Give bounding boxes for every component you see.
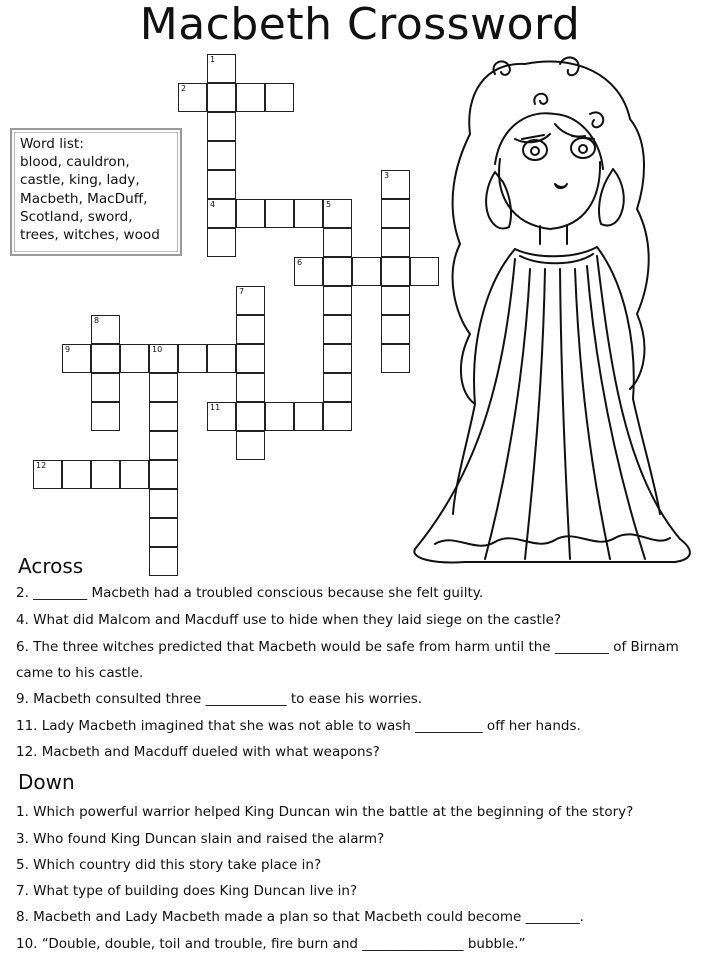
word-list-heading: Word list: — [20, 136, 84, 152]
crossword-cell[interactable] — [178, 344, 207, 373]
down-clue-8: 8. Macbeth and Lady Macbeth made a plan so that Macbeth could become ________. — [16, 909, 584, 925]
word-list-line: trees, witches, wood — [20, 227, 160, 244]
crossword-cell[interactable] — [323, 315, 352, 344]
crossword-cell[interactable] — [236, 431, 265, 460]
crossword-cell[interactable] — [149, 431, 178, 460]
crossword-cell[interactable] — [120, 460, 149, 489]
clue-number: 10 — [152, 345, 163, 354]
crossword-cell[interactable] — [207, 83, 236, 112]
crossword-cell[interactable] — [265, 83, 294, 112]
across-clue-2: 2. ________ Macbeth had a troubled conscious because she felt guilty. — [16, 585, 484, 601]
crossword-cell[interactable] — [265, 402, 294, 431]
crossword-cell[interactable] — [120, 344, 149, 373]
crossword-cell[interactable] — [91, 315, 120, 344]
crossword-cell[interactable] — [236, 373, 265, 402]
crossword-cell[interactable] — [207, 112, 236, 141]
crossword-cell[interactable] — [236, 315, 265, 344]
crossword-cell[interactable] — [207, 402, 236, 431]
crossword-cell[interactable] — [294, 257, 323, 286]
crossword-cell[interactable] — [323, 257, 352, 286]
crossword-cell[interactable] — [236, 286, 265, 315]
crossword-cell[interactable] — [149, 547, 178, 576]
crossword-cell[interactable] — [149, 518, 178, 547]
crossword-cell[interactable] — [236, 83, 265, 112]
crossword-cell[interactable] — [323, 286, 352, 315]
across-clue-4: 4. What did Malcom and Macduff use to hide when they laid siege on the castle? — [16, 612, 562, 628]
down-clue-10: 10. “Double, double, toil and trouble, fire burn and _______________ bubble.” — [16, 936, 526, 952]
lady-macbeth-illustration — [375, 44, 705, 574]
clue-number: 11 — [210, 403, 221, 412]
clue-number: 12 — [36, 461, 47, 470]
down-clue-3: 3. Who found King Duncan slain and raised the alarm? — [16, 831, 385, 847]
clue-number: 3 — [384, 171, 390, 180]
crossword-cell[interactable] — [323, 199, 352, 228]
clue-number: 2 — [181, 84, 187, 93]
crossword-cell[interactable] — [323, 344, 352, 373]
crossword-cell[interactable] — [294, 199, 323, 228]
crossword-cell[interactable] — [207, 170, 236, 199]
word-list-line: Scotland, sword, — [20, 208, 133, 225]
across-clue-9: 9. Macbeth consulted three ____________ to ease his worries. — [16, 691, 423, 707]
crossword-cell[interactable] — [265, 199, 294, 228]
crossword-cell[interactable] — [323, 402, 352, 431]
crossword-cell[interactable] — [91, 402, 120, 431]
crossword-cell[interactable] — [91, 373, 120, 402]
crossword-cell[interactable] — [149, 460, 178, 489]
clue-number: 7 — [239, 287, 245, 296]
down-clue-7: 7. What type of building does King Duncan live in? — [16, 883, 358, 899]
clue-number: 4 — [210, 200, 216, 209]
word-list-line: castle, king, lady, — [20, 172, 140, 189]
crossword-cell[interactable] — [149, 373, 178, 402]
clue-number: 9 — [65, 345, 71, 354]
clue-number: 5 — [326, 200, 332, 209]
clue-number: 6 — [297, 258, 303, 267]
crossword-cell[interactable] — [236, 199, 265, 228]
down-clue-5: 5. Which country did this story take place in? — [16, 857, 322, 873]
crossword-cell[interactable] — [33, 460, 62, 489]
crossword-cell[interactable] — [236, 344, 265, 373]
clue-number: 8 — [94, 316, 100, 325]
clue-number: 1 — [210, 55, 216, 64]
crossword-cell[interactable] — [149, 402, 178, 431]
page-title: Macbeth Crossword — [139, 0, 581, 50]
crossword-cell[interactable] — [207, 199, 236, 228]
crossword-cell[interactable] — [294, 402, 323, 431]
crossword-cell[interactable] — [149, 344, 178, 373]
across-clue-12: 12. Macbeth and Macduff dueled with what weapons? — [16, 744, 380, 760]
crossword-cell[interactable] — [91, 344, 120, 373]
crossword-cell[interactable] — [236, 402, 265, 431]
word-list-box — [10, 128, 182, 256]
down-clue-1: 1. Which powerful warrior helped King Duncan win the battle at the beginning of the story? — [16, 804, 634, 820]
across-clue-6-cont: came to his castle. — [16, 665, 144, 681]
crossword-cell[interactable] — [62, 344, 91, 373]
down-heading: Down — [18, 770, 75, 794]
crossword-cell[interactable] — [149, 489, 178, 518]
word-list-line: blood, cauldron, — [20, 154, 130, 171]
crossword-cell[interactable] — [207, 228, 236, 257]
word-list-line: Macbeth, MacDuff, — [20, 190, 148, 207]
across-clue-6: 6. The three witches predicted that Macbeth would be safe from harm until the ________ of Birnam — [16, 639, 679, 655]
crossword-cell[interactable] — [62, 460, 91, 489]
across-heading: Across — [18, 554, 84, 578]
across-clue-11: 11. Lady Macbeth imagined that she was not able to wash __________ off her hands. — [16, 718, 581, 734]
crossword-cell[interactable] — [207, 344, 236, 373]
crossword-cell[interactable] — [207, 141, 236, 170]
crossword-cell[interactable] — [323, 373, 352, 402]
crossword-cell[interactable] — [207, 54, 236, 83]
crossword-cell[interactable] — [323, 228, 352, 257]
crossword-cell[interactable] — [178, 83, 207, 112]
crossword-cell[interactable] — [91, 460, 120, 489]
